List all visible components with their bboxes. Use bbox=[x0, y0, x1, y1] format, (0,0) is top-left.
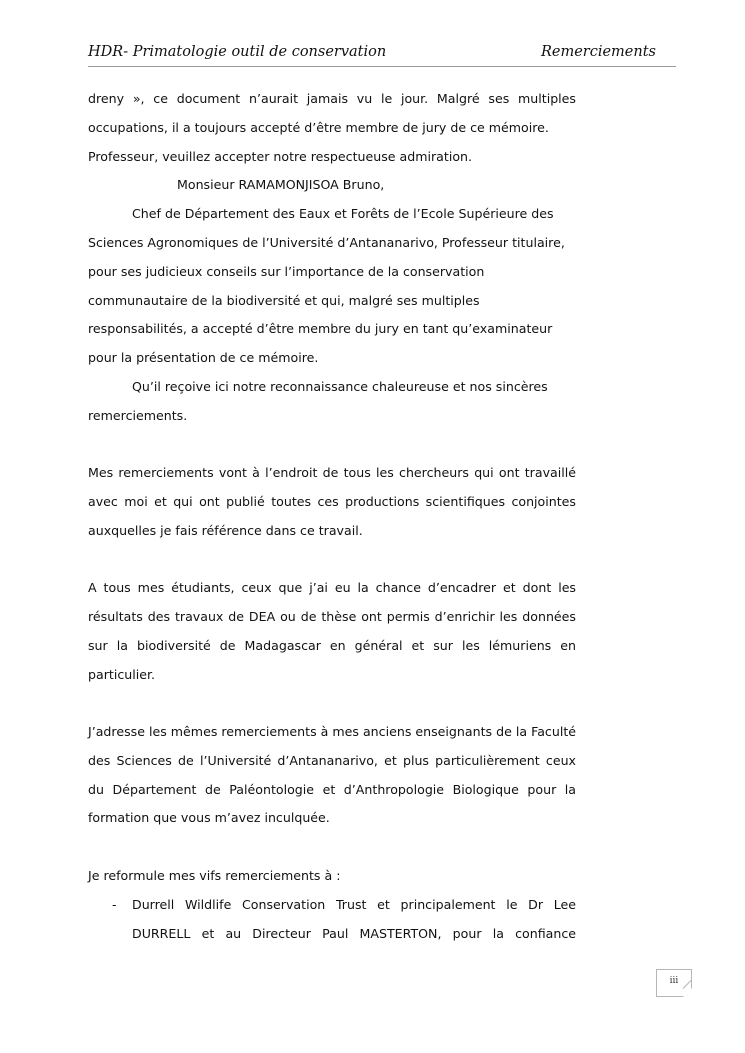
text-line: Monsieur RAMAMONJISOA Bruno, bbox=[177, 177, 385, 192]
header-document-title: HDR- Primatologie outil de conservation bbox=[88, 44, 387, 60]
text-line: du Département de Paléontologie et d’Anthropologie Biologique pour la bbox=[88, 782, 576, 797]
text-line: Chef de Département des Eaux et Forêts de l’Ecole Supérieure des bbox=[132, 206, 554, 221]
text-line: sur la biodiversité de Madagascar en général et sur les lémuriens en bbox=[88, 638, 576, 653]
text-line: Sciences Agronomiques de l’Université d’Antananarivo, Professeur titulaire, bbox=[88, 235, 565, 250]
list-item-line: Durrell Wildlife Conservation Trust et principalement le Dr Lee bbox=[132, 897, 576, 912]
text-line: remerciements. bbox=[88, 408, 188, 423]
text-line: pour la présentation de ce mémoire. bbox=[88, 350, 319, 365]
text-line: avec moi et qui ont publié toutes ces productions scientifiques conjointes bbox=[88, 494, 576, 509]
text-line: dreny », ce document n’aurait jamais vu le jour. Malgré ses multiples bbox=[88, 91, 576, 106]
text-line: communautaire de la biodiversité et qui, malgré ses multiples bbox=[88, 293, 480, 308]
text-line: auxquelles je fais référence dans ce travail. bbox=[88, 523, 363, 538]
text-line: résultats des travaux de DEA ou de thèse ont permis d’enrichir les données bbox=[88, 609, 576, 624]
text-line: particulier. bbox=[88, 667, 156, 682]
list-bullet: - bbox=[112, 897, 117, 912]
text-line: Mes remerciements vont à l’endroit de tous les chercheurs qui ont travaillé bbox=[88, 465, 576, 480]
text-line: formation que vous m’avez inculquée. bbox=[88, 810, 330, 825]
text-line: J’adresse les mêmes remerciements à mes anciens enseignants de la Faculté bbox=[88, 724, 576, 739]
text-line: Qu’il reçoive ici notre reconnaissance chaleureuse et nos sincères bbox=[132, 379, 548, 394]
header-section-title: Remerciements bbox=[540, 44, 656, 60]
list-item-line: DURRELL et au Directeur Paul MASTERTON, pour la confiance bbox=[132, 926, 576, 941]
text-line: responsabilités, a accepté d’être membre du jury en tant qu’examinateur bbox=[88, 321, 553, 336]
text-line: pour ses judicieux conseils sur l’importance de la conservation bbox=[88, 264, 485, 279]
text-line: Professeur, veuillez accepter notre respectueuse admiration. bbox=[88, 149, 473, 164]
text-line: occupations, il a toujours accepté d’être membre de jury de ce mémoire. bbox=[88, 120, 549, 135]
text-line: des Sciences de l’Université d’Antananarivo, et plus particulièrement ceux bbox=[88, 753, 576, 768]
text-line: A tous mes étudiants, ceux que j’ai eu la chance d’encadrer et dont les bbox=[88, 580, 576, 595]
text-line: Je reformule mes vifs remerciements à : bbox=[88, 868, 341, 883]
page-header bbox=[88, 42, 676, 67]
page-number: iii bbox=[669, 976, 679, 986]
